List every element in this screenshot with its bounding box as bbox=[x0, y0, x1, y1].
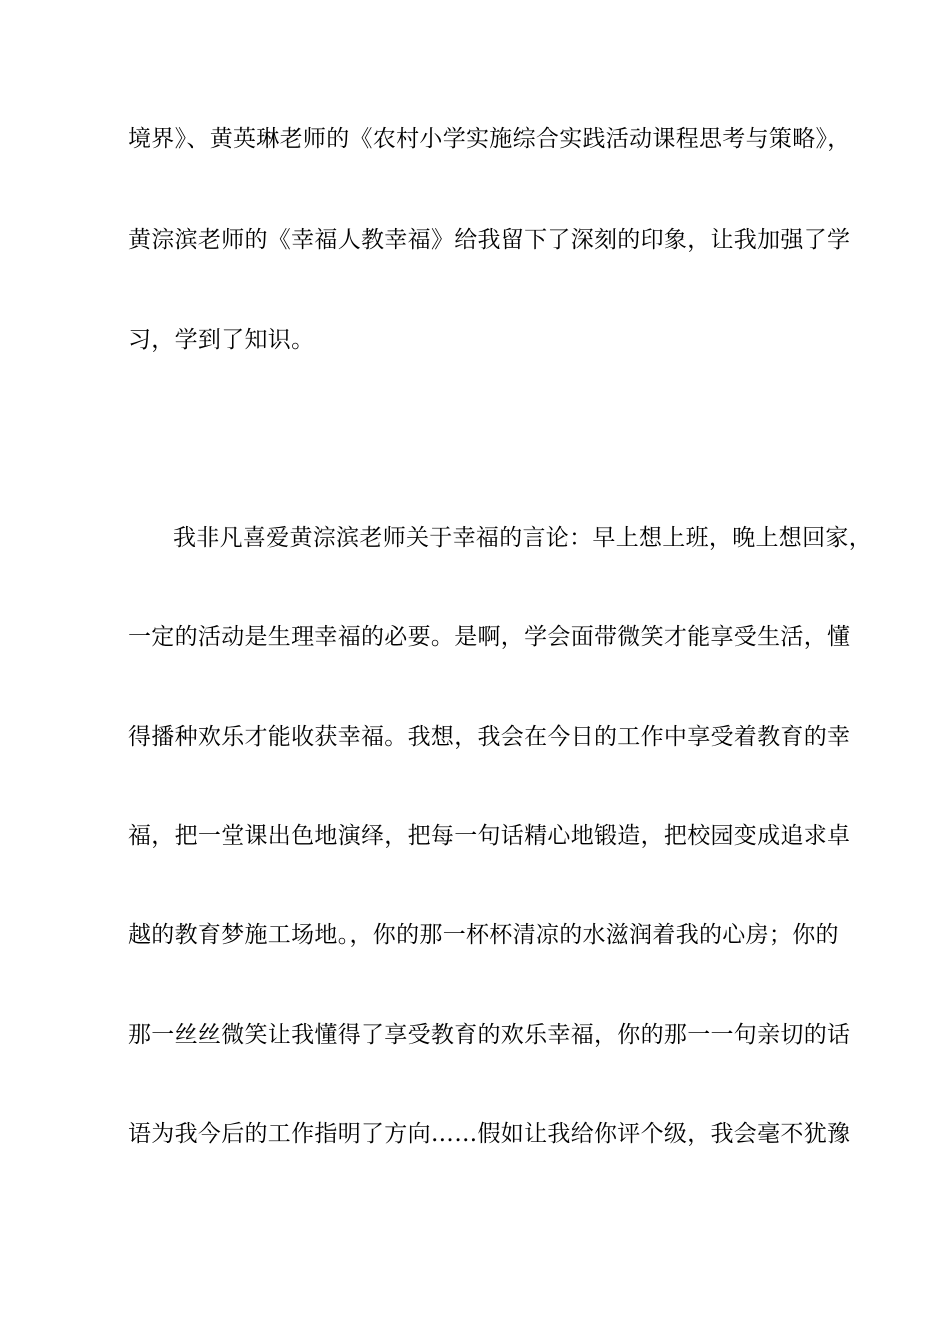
paragraph-2-line-6: 那一丝丝微笑让我懂得了享受教育的欢乐幸福，你的那一一句亲切的话 bbox=[128, 1022, 851, 1048]
paragraph-1-line-2: 黄淙滨老师的《幸福人教幸福》给我留下了深刻的印象，让我加强了学 bbox=[128, 227, 851, 253]
paragraph-2-line-2: 一定的活动是生理幸福的必要。是啊，学会面带微笑才能享受生活，懂 bbox=[128, 624, 851, 650]
paragraph-2-line-3: 得播种欢乐才能收获幸福。我想，我会在今日的工作中享受着教育的幸 bbox=[128, 724, 851, 750]
paragraph-2-line-5: 越的教育梦施工场地。，你的那一杯杯清凉的水滋润着我的心房；你的 bbox=[128, 922, 839, 948]
paragraph-2-line-1: 我非凡喜爱黄淙滨老师关于幸福的言论：早上想上班，晚上想回家， bbox=[173, 525, 872, 551]
paragraph-1-line-1: 境界》、黄英琳老师的《农村小学实施综合实践活动课程思考与策略》， bbox=[128, 126, 851, 152]
paragraph-2-line-4: 福，把一堂课出色地演绎，把每一句话精心地锻造，把校园变成追求卓 bbox=[128, 823, 851, 849]
paragraph-1-line-3: 习，学到了知识。 bbox=[128, 327, 315, 353]
paragraph-2-line-7: 语为我今后的工作指明了方向……假如让我给你评个级，我会毫不犹豫 bbox=[128, 1121, 851, 1147]
